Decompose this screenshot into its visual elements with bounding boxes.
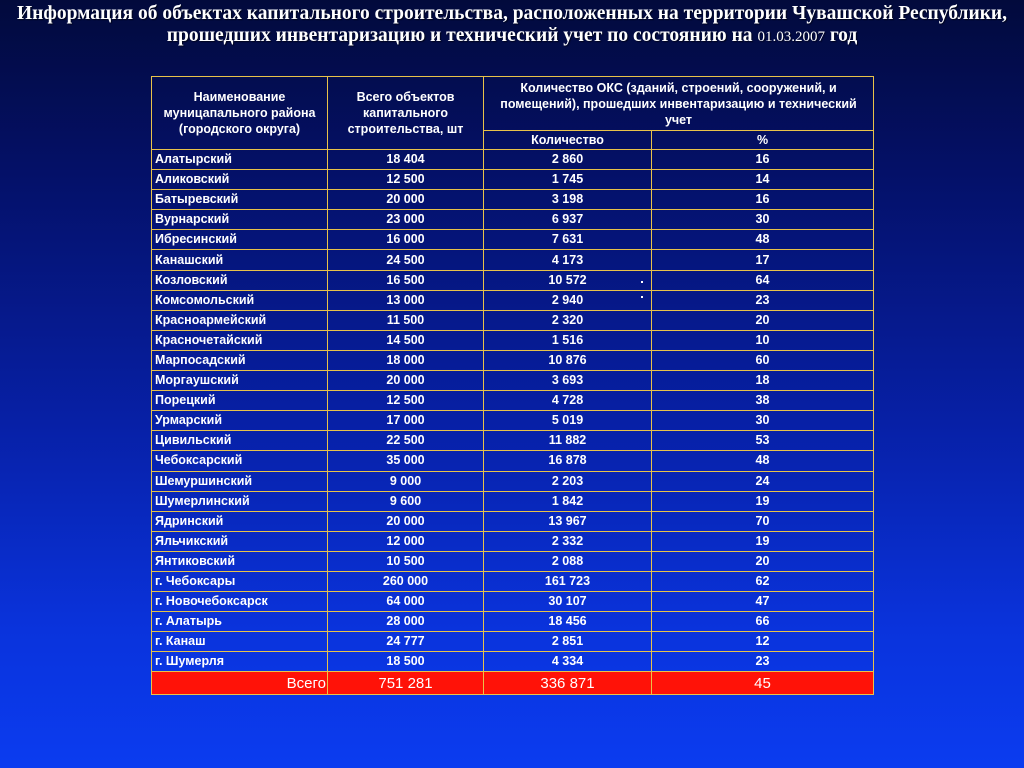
district-name-cell: Урмарский xyxy=(152,411,328,431)
title-line-1: Информация об объектах капитального строительства, расположенных на территории Чувашской Республики, xyxy=(16,3,1008,24)
total-objects-cell: 24 500 xyxy=(328,250,484,270)
total-objects-cell: 16 500 xyxy=(328,270,484,290)
table-row xyxy=(152,652,874,672)
total-objects-cell: 260 000 xyxy=(328,571,484,591)
stray-dot-mark xyxy=(641,296,643,298)
oks-count-cell: 1 842 xyxy=(484,491,652,511)
district-name-cell: г. Алатырь xyxy=(152,612,328,632)
total-objects-cell: 9 600 xyxy=(328,491,484,511)
oks-count-cell: 2 088 xyxy=(484,551,652,571)
table-row xyxy=(152,511,874,531)
oks-count-cell: 1 516 xyxy=(484,330,652,350)
total-objects-cell: 18 404 xyxy=(328,150,484,170)
table-row xyxy=(152,270,874,290)
district-name-cell: Красночетайский xyxy=(152,330,328,350)
oks-percent-cell: 48 xyxy=(652,451,874,471)
district-name-cell: Марпосадский xyxy=(152,350,328,370)
total-percent-value: 45 xyxy=(652,672,874,695)
table-row xyxy=(152,371,874,391)
table-row xyxy=(152,471,874,491)
total-objects-cell: 14 500 xyxy=(328,330,484,350)
title-date: 01.03.2007 xyxy=(757,29,825,45)
table-row xyxy=(152,551,874,571)
table-row xyxy=(152,290,874,310)
table-row xyxy=(152,150,874,170)
district-name-cell: Цивильский xyxy=(152,431,328,451)
oks-percent-cell: 66 xyxy=(652,612,874,632)
total-objects-cell: 24 777 xyxy=(328,632,484,652)
oks-percent-cell: 53 xyxy=(652,431,874,451)
total-objects-cell: 20 000 xyxy=(328,190,484,210)
table-header-row xyxy=(152,77,874,131)
total-objects-cell: 13 000 xyxy=(328,290,484,310)
table-row xyxy=(152,170,874,190)
total-objects-cell: 17 000 xyxy=(328,411,484,431)
district-name-cell: г. Новочебоксарск xyxy=(152,592,328,612)
oks-count-cell: 2 320 xyxy=(484,310,652,330)
oks-count-cell: 30 107 xyxy=(484,592,652,612)
table-row xyxy=(152,310,874,330)
oks-percent-cell: 16 xyxy=(652,190,874,210)
total-objects-cell: 20 000 xyxy=(328,511,484,531)
title-line-2 xyxy=(10,25,1014,48)
district-name-cell: г. Канаш xyxy=(152,632,328,652)
oks-count-cell: 1 745 xyxy=(484,170,652,190)
table-row xyxy=(152,391,874,411)
table-row xyxy=(152,592,874,612)
header-percent: % xyxy=(652,131,874,150)
district-name-cell: Канашский xyxy=(152,250,328,270)
total-row xyxy=(152,672,874,695)
oks-count-cell: 4 334 xyxy=(484,652,652,672)
oks-percent-cell: 24 xyxy=(652,471,874,491)
district-name-cell: г. Чебоксары xyxy=(152,571,328,591)
total-objects-cell: 35 000 xyxy=(328,451,484,471)
district-name-cell: Чебоксарский xyxy=(152,451,328,471)
total-objects-cell: 20 000 xyxy=(328,371,484,391)
district-name-cell: г. Шумерля xyxy=(152,652,328,672)
title-line-2-suffix: год xyxy=(824,25,858,46)
total-objects-cell: 64 000 xyxy=(328,592,484,612)
oks-percent-cell: 70 xyxy=(652,511,874,531)
total-label: Всего xyxy=(152,672,328,695)
total-objects-cell: 9 000 xyxy=(328,471,484,491)
oks-percent-cell: 47 xyxy=(652,592,874,612)
district-name-cell: Красноармейский xyxy=(152,310,328,330)
table-row xyxy=(152,531,874,551)
district-name-cell: Порецкий xyxy=(152,391,328,411)
table-row xyxy=(152,411,874,431)
table-row xyxy=(152,190,874,210)
oks-count-cell: 4 173 xyxy=(484,250,652,270)
oks-count-cell: 161 723 xyxy=(484,571,652,591)
table-row xyxy=(152,210,874,230)
district-name-cell: Батыревский xyxy=(152,190,328,210)
slide-title xyxy=(10,3,1014,48)
district-name-cell: Шемуршинский xyxy=(152,471,328,491)
oks-count-cell: 11 882 xyxy=(484,431,652,451)
district-name-cell: Ибресинский xyxy=(152,230,328,250)
total-objects-value: 751 281 xyxy=(328,672,484,695)
district-name-cell: Ядринский xyxy=(152,511,328,531)
header-oks-group: Количество ОКС (зданий, строений, сооружений, и помещений), прошедших инвентаризацию и технический учет xyxy=(484,77,874,131)
oks-percent-cell: 30 xyxy=(652,210,874,230)
oks-count-cell: 3 693 xyxy=(484,371,652,391)
district-name-cell: Алатырский xyxy=(152,150,328,170)
oks-count-cell: 5 019 xyxy=(484,411,652,431)
header-count: Количество xyxy=(484,131,652,150)
oks-percent-cell: 14 xyxy=(652,170,874,190)
oks-count-cell: 4 728 xyxy=(484,391,652,411)
table-row xyxy=(152,632,874,652)
table-row xyxy=(152,350,874,370)
oks-percent-cell: 20 xyxy=(652,551,874,571)
oks-count-cell: 18 456 xyxy=(484,612,652,632)
stray-dot-mark xyxy=(641,281,643,283)
total-objects-cell: 12 000 xyxy=(328,531,484,551)
district-name-cell: Вурнарский xyxy=(152,210,328,230)
total-objects-cell: 23 000 xyxy=(328,210,484,230)
table-row xyxy=(152,451,874,471)
total-objects-cell: 18 500 xyxy=(328,652,484,672)
table-row xyxy=(152,230,874,250)
title-line-2-prefix: прошедших инвентаризацию и технический учет по состоянию на xyxy=(166,25,758,46)
oks-count-cell: 2 851 xyxy=(484,632,652,652)
district-name-cell: Шумерлинский xyxy=(152,491,328,511)
district-name-cell: Яльчикский xyxy=(152,531,328,551)
oks-percent-cell: 30 xyxy=(652,411,874,431)
oks-count-cell: 3 198 xyxy=(484,190,652,210)
oks-percent-cell: 23 xyxy=(652,652,874,672)
header-total-objects: Всего объектов капитального строительства, шт xyxy=(328,77,484,150)
total-count-value: 336 871 xyxy=(484,672,652,695)
oks-count-cell: 2 203 xyxy=(484,471,652,491)
total-objects-cell: 11 500 xyxy=(328,310,484,330)
table-row xyxy=(152,431,874,451)
oks-count-cell: 16 878 xyxy=(484,451,652,471)
table-body xyxy=(152,150,874,672)
total-objects-cell: 28 000 xyxy=(328,612,484,632)
oks-count-cell: 13 967 xyxy=(484,511,652,531)
oks-percent-cell: 10 xyxy=(652,330,874,350)
total-objects-cell: 22 500 xyxy=(328,431,484,451)
district-name-cell: Комсомольский xyxy=(152,290,328,310)
oks-percent-cell: 16 xyxy=(652,150,874,170)
district-name-cell: Аликовский xyxy=(152,170,328,190)
oks-percent-cell: 60 xyxy=(652,350,874,370)
oks-percent-cell: 20 xyxy=(652,310,874,330)
table-row xyxy=(152,612,874,632)
oks-percent-cell: 62 xyxy=(652,571,874,591)
oks-percent-cell: 64 xyxy=(652,270,874,290)
oks-percent-cell: 19 xyxy=(652,531,874,551)
table-row xyxy=(152,330,874,350)
oks-percent-cell: 23 xyxy=(652,290,874,310)
oks-count-cell: 2 860 xyxy=(484,150,652,170)
oks-percent-cell: 19 xyxy=(652,491,874,511)
total-objects-cell: 12 500 xyxy=(328,170,484,190)
district-name-cell: Козловский xyxy=(152,270,328,290)
oks-count-cell: 10 572 xyxy=(484,270,652,290)
table-row xyxy=(152,491,874,511)
oks-count-cell: 7 631 xyxy=(484,230,652,250)
table-row xyxy=(152,250,874,270)
table-row xyxy=(152,571,874,591)
oks-count-cell: 2 332 xyxy=(484,531,652,551)
total-objects-cell: 10 500 xyxy=(328,551,484,571)
header-district-name: Наименование муницапального района (городского округа) xyxy=(152,77,328,150)
oks-percent-cell: 12 xyxy=(652,632,874,652)
oks-percent-cell: 17 xyxy=(652,250,874,270)
oks-count-cell: 2 940 xyxy=(484,290,652,310)
oks-count-cell: 6 937 xyxy=(484,210,652,230)
inventory-table xyxy=(151,76,874,695)
oks-percent-cell: 38 xyxy=(652,391,874,411)
total-objects-cell: 12 500 xyxy=(328,391,484,411)
oks-percent-cell: 18 xyxy=(652,371,874,391)
district-name-cell: Янтиковский xyxy=(152,551,328,571)
total-objects-cell: 18 000 xyxy=(328,350,484,370)
district-name-cell: Моргаушский xyxy=(152,371,328,391)
oks-count-cell: 10 876 xyxy=(484,350,652,370)
oks-percent-cell: 48 xyxy=(652,230,874,250)
total-objects-cell: 16 000 xyxy=(328,230,484,250)
